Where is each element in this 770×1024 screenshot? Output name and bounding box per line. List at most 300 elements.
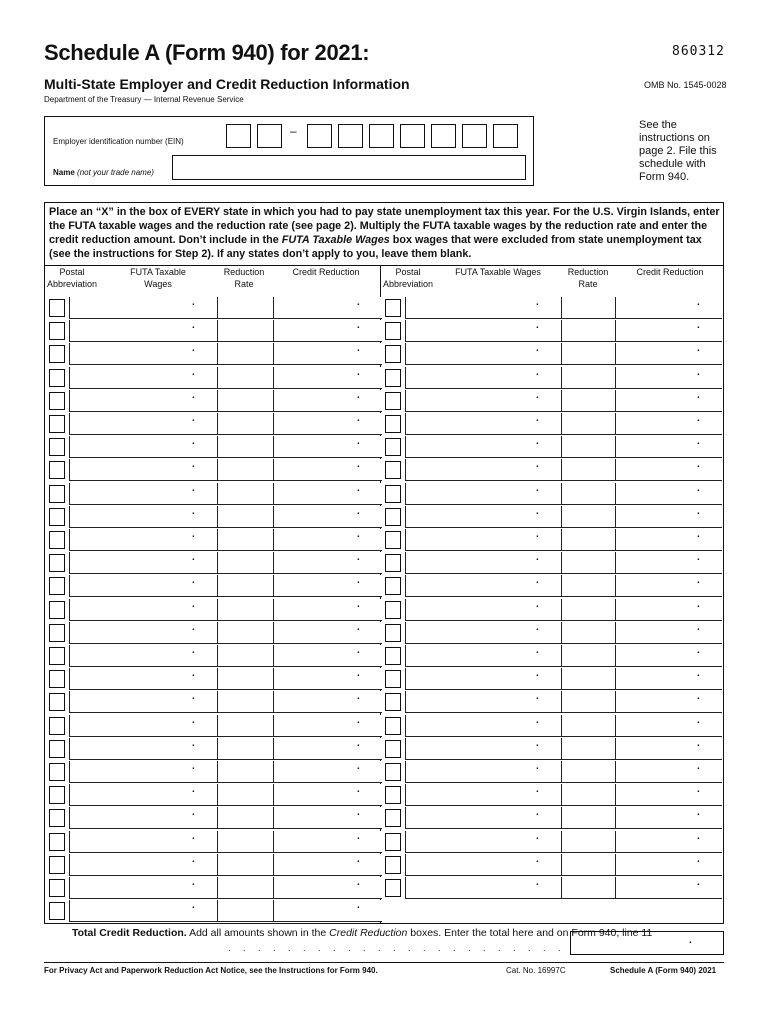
state-checkbox-nd[interactable]: [385, 322, 401, 340]
credit-reduction-field-ct[interactable]: [273, 436, 382, 458]
total-credit-reduction-field[interactable]: [570, 931, 724, 955]
header-rate-right: Reduction Rate: [567, 267, 609, 289]
reduction-rate-field-wi[interactable]: [561, 784, 615, 806]
state-checkbox-ny[interactable]: [385, 461, 401, 479]
state-checkbox-co[interactable]: [49, 415, 65, 433]
state-checkbox-vi[interactable]: [385, 879, 401, 897]
state-checkbox-ut[interactable]: [385, 693, 401, 711]
state-checkbox-nc[interactable]: [385, 299, 401, 317]
ein-digit-6[interactable]: [400, 124, 425, 148]
state-checkbox-tn[interactable]: [385, 647, 401, 665]
credit-reduction-field-ut[interactable]: [615, 691, 722, 713]
form-title: Schedule A (Form 940) for 2021:: [44, 40, 370, 65]
futa-wages-field-md[interactable]: [69, 761, 217, 783]
name-field[interactable]: [172, 155, 526, 180]
state-row-mi: [47, 806, 382, 829]
state-checkbox-ms[interactable]: [49, 879, 65, 897]
name-hint: (not your trade name): [77, 168, 154, 177]
reduction-rate-field-ky[interactable]: [217, 691, 273, 713]
reduction-rate-field-md[interactable]: [217, 761, 273, 783]
state-checkbox-wy[interactable]: [385, 833, 401, 851]
futa-wages-field-oh[interactable]: [405, 483, 561, 505]
decimal-point: .: [357, 714, 360, 726]
state-row-mo: [47, 853, 382, 876]
decimal-point: .: [697, 830, 700, 842]
reduction-rate-field-nd[interactable]: [561, 320, 615, 342]
department-label: Department of the Treasury — Internal Revenue Service: [44, 95, 244, 104]
reduction-rate-field-mt[interactable]: [217, 900, 273, 922]
state-row-pa: [383, 551, 722, 574]
credit-reduction-field-mi[interactable]: [273, 807, 382, 829]
state-checkbox-pr[interactable]: [385, 856, 401, 874]
decimal-point: .: [697, 529, 700, 540]
credit-reduction-field-fl[interactable]: [273, 506, 382, 528]
header-rate-left: Reduction Rate: [223, 267, 265, 289]
futa-wages-field-or[interactable]: [405, 529, 561, 551]
credit-reduction-field-nm[interactable]: [615, 413, 722, 435]
reduction-rate-field-wv[interactable]: [561, 807, 615, 829]
futa-wages-field-vt[interactable]: [405, 738, 561, 760]
credit-reduction-field-me[interactable]: [273, 784, 382, 806]
state-checkbox-az[interactable]: [49, 369, 65, 387]
ein-digit-7[interactable]: [431, 124, 456, 148]
state-row-vt: [383, 737, 722, 760]
credit-reduction-field-vt[interactable]: [615, 738, 722, 760]
reduction-rate-field-id[interactable]: [217, 599, 273, 621]
reduction-rate-field-in[interactable]: [217, 645, 273, 667]
reduction-rate-field-vi[interactable]: [561, 877, 615, 899]
futa-wages-field-wv[interactable]: [405, 807, 561, 829]
state-row-ca: [47, 389, 382, 412]
state-row-in: [47, 644, 382, 667]
decimal-point: .: [357, 366, 360, 378]
credit-reduction-field-ne[interactable]: [615, 343, 722, 365]
state-checkbox-sc[interactable]: [385, 601, 401, 619]
reduction-rate-field-oh[interactable]: [561, 483, 615, 505]
reduction-rate-field-ny[interactable]: [561, 459, 615, 481]
state-checkbox-ar[interactable]: [49, 345, 65, 363]
state-checkbox-mo[interactable]: [49, 856, 65, 874]
decimal-point: .: [536, 807, 539, 819]
futa-wages-field-tn[interactable]: [405, 645, 561, 667]
credit-reduction-field-ky[interactable]: [273, 691, 382, 713]
reduction-rate-field-dc[interactable]: [217, 459, 273, 481]
credit-reduction-field-de[interactable]: [273, 483, 382, 505]
decimal-point: .: [192, 830, 195, 842]
reduction-rate-field-ne[interactable]: [561, 343, 615, 365]
decimal-point: .: [357, 505, 360, 517]
reduction-rate-field-ar[interactable]: [217, 343, 273, 365]
state-checkbox-ky[interactable]: [49, 693, 65, 711]
futa-wages-field-hi[interactable]: [69, 552, 217, 574]
futa-wages-field-al[interactable]: [69, 320, 217, 342]
reduction-rate-field-al[interactable]: [217, 320, 273, 342]
credit-reduction-field-nh[interactable]: [615, 367, 722, 389]
futa-wages-field-ga[interactable]: [69, 529, 217, 551]
credit-reduction-field-co[interactable]: [273, 413, 382, 435]
credit-reduction-field-nv[interactable]: [615, 436, 722, 458]
state-row-sc: [383, 598, 722, 621]
credit-reduction-field-va[interactable]: [615, 715, 722, 737]
reduction-rate-field-ma[interactable]: [217, 738, 273, 760]
reduction-rate-field-nm[interactable]: [561, 413, 615, 435]
futa-wages-field-nc[interactable]: [405, 297, 561, 319]
total-leader-dots: . . . . . . . . . . . . . . . . . . . . . . .: [228, 943, 566, 953]
futa-wages-field-wa[interactable]: [405, 761, 561, 783]
reduction-rate-field-ga[interactable]: [217, 529, 273, 551]
ein-digit-8[interactable]: [462, 124, 487, 148]
ein-digit-2[interactable]: [257, 124, 282, 148]
futa-wages-field-nd[interactable]: [405, 320, 561, 342]
futa-wages-field-in[interactable]: [69, 645, 217, 667]
decimal-point: .: [536, 621, 539, 633]
state-checkbox-ok[interactable]: [385, 508, 401, 526]
reduction-rate-field-me[interactable]: [217, 784, 273, 806]
futa-wages-field-mn[interactable]: [69, 831, 217, 853]
credit-reduction-field-la[interactable]: [273, 715, 382, 737]
state-checkbox-fl[interactable]: [49, 508, 65, 526]
state-row-tn: [383, 644, 722, 667]
ein-digit-3[interactable]: [307, 124, 332, 148]
reduction-rate-field-pa[interactable]: [561, 552, 615, 574]
state-row-ri: [383, 574, 722, 597]
state-checkbox-ak[interactable]: [49, 299, 65, 317]
state-checkbox-ri[interactable]: [385, 577, 401, 595]
credit-reduction-field-wi[interactable]: [615, 784, 722, 806]
state-checkbox-nh[interactable]: [385, 369, 401, 387]
state-checkbox-ma[interactable]: [49, 740, 65, 758]
decimal-point: .: [192, 714, 195, 726]
credit-reduction-field-vi[interactable]: [615, 877, 722, 899]
futa-wages-field-id[interactable]: [69, 599, 217, 621]
reduction-rate-field-de[interactable]: [217, 483, 273, 505]
decimal-point: .: [357, 389, 360, 401]
state-checkbox-tx[interactable]: [385, 670, 401, 688]
state-row-ct: [47, 435, 382, 458]
state-checkbox-id[interactable]: [49, 601, 65, 619]
reduction-rate-field-mi[interactable]: [217, 807, 273, 829]
state-checkbox-va[interactable]: [385, 717, 401, 735]
decimal-point: .: [697, 691, 700, 703]
state-checkbox-de[interactable]: [49, 485, 65, 503]
reduction-rate-field-fl[interactable]: [217, 506, 273, 528]
futa-wages-field-pr[interactable]: [405, 854, 561, 876]
decimal-point: .: [192, 413, 195, 424]
state-checkbox-mn[interactable]: [49, 833, 65, 851]
state-checkbox-in[interactable]: [49, 647, 65, 665]
header-futa-right: FUTA Taxable Wages: [455, 267, 541, 277]
credit-reduction-field-or[interactable]: [615, 529, 722, 551]
decimal-point: .: [697, 737, 700, 749]
futa-wages-field-ca[interactable]: [69, 390, 217, 412]
decimal-point: .: [192, 598, 195, 610]
state-checkbox-nv[interactable]: [385, 438, 401, 456]
reduction-rate-field-ms[interactable]: [217, 877, 273, 899]
decimal-point: .: [697, 668, 700, 680]
futa-wages-field-sc[interactable]: [405, 599, 561, 621]
futa-wages-field-ks[interactable]: [69, 668, 217, 690]
decimal-point: .: [697, 343, 700, 355]
decimal-point: .: [536, 436, 539, 448]
futa-wages-field-co[interactable]: [69, 413, 217, 435]
state-row-az: [47, 366, 382, 389]
reduction-rate-field-sd[interactable]: [561, 622, 615, 644]
decimal-point: .: [536, 529, 539, 540]
reduction-rate-field-ct[interactable]: [217, 436, 273, 458]
futa-wages-field-ut[interactable]: [405, 691, 561, 713]
reduction-rate-field-va[interactable]: [561, 715, 615, 737]
decimal-point: .: [192, 320, 195, 332]
futa-wages-field-ct[interactable]: [69, 436, 217, 458]
state-checkbox-pa[interactable]: [385, 554, 401, 572]
credit-reduction-field-wa[interactable]: [615, 761, 722, 783]
reduction-rate-field-wa[interactable]: [561, 761, 615, 783]
credit-reduction-field-oh[interactable]: [615, 483, 722, 505]
credit-reduction-field-ks[interactable]: [273, 668, 382, 690]
reduction-rate-field-mo[interactable]: [217, 854, 273, 876]
credit-reduction-field-ar[interactable]: [273, 343, 382, 365]
credit-reduction-field-md[interactable]: [273, 761, 382, 783]
credit-reduction-field-ri[interactable]: [615, 575, 722, 597]
state-checkbox-mi[interactable]: [49, 809, 65, 827]
futa-wages-field-ma[interactable]: [69, 738, 217, 760]
state-checkbox-al[interactable]: [49, 322, 65, 340]
reduction-rate-field-ia[interactable]: [217, 575, 273, 597]
futa-wages-field-me[interactable]: [69, 784, 217, 806]
futa-wages-field-dc[interactable]: [69, 459, 217, 481]
reduction-rate-field-ri[interactable]: [561, 575, 615, 597]
credit-reduction-field-ia[interactable]: [273, 575, 382, 597]
credit-reduction-field-tn[interactable]: [615, 645, 722, 667]
ein-digit-4[interactable]: [338, 124, 363, 148]
state-checkbox-wv[interactable]: [385, 809, 401, 827]
decimal-point: .: [192, 436, 195, 448]
futa-wages-field-mo[interactable]: [69, 854, 217, 876]
reduction-rate-field-la[interactable]: [217, 715, 273, 737]
futa-wages-field-wi[interactable]: [405, 784, 561, 806]
credit-reduction-field-mo[interactable]: [273, 854, 382, 876]
futa-wages-field-tx[interactable]: [405, 668, 561, 690]
futa-wages-field-ok[interactable]: [405, 506, 561, 528]
decimal-point: .: [357, 877, 360, 888]
reduction-rate-field-hi[interactable]: [217, 552, 273, 574]
reduction-rate-field-ks[interactable]: [217, 668, 273, 690]
reduction-rate-field-co[interactable]: [217, 413, 273, 435]
instructions-text: Place an “X” in the box of EVERY state in which you had to pay state unemployment tax this year. For the U.S. Virgin Islands, enter the FUTA taxable wages and the reduction rate (see page 2). Multiply the FUTA taxable wages by the reduction rate and enter the credit reduction amount. Don’t include in the FUTA Taxable Wages box wages that were excluded from state unemployment tax (see the instructions for Step 2). If any states don’t apply to you, leave them blank.: [49, 206, 720, 260]
reduction-rate-field-mn[interactable]: [217, 831, 273, 853]
credit-reduction-field-wy[interactable]: [615, 831, 722, 853]
credit-reduction-field-nc[interactable]: [615, 297, 722, 319]
state-row-il: [47, 621, 382, 644]
reduction-rate-field-tn[interactable]: [561, 645, 615, 667]
futa-wages-field-nm[interactable]: [405, 413, 561, 435]
decimal-point: .: [697, 575, 700, 587]
decimal-point: .: [536, 877, 539, 888]
credit-reduction-field-ca[interactable]: [273, 390, 382, 412]
state-checkbox-wa[interactable]: [385, 763, 401, 781]
futa-wages-field-mi[interactable]: [69, 807, 217, 829]
state-row-or: [383, 528, 722, 551]
state-row-ia: [47, 574, 382, 597]
futa-wages-field-la[interactable]: [69, 715, 217, 737]
state-checkbox-oh[interactable]: [385, 485, 401, 503]
state-row-va: [383, 714, 722, 737]
credit-reduction-field-ak[interactable]: [273, 297, 382, 319]
state-checkbox-me[interactable]: [49, 786, 65, 804]
credit-reduction-field-ga[interactable]: [273, 529, 382, 551]
futa-wages-field-va[interactable]: [405, 715, 561, 737]
decimal-point: .: [357, 575, 360, 587]
futa-wages-field-ak[interactable]: [69, 297, 217, 319]
futa-wages-field-sd[interactable]: [405, 622, 561, 644]
reduction-rate-field-nh[interactable]: [561, 367, 615, 389]
credit-reduction-field-ma[interactable]: [273, 738, 382, 760]
decimal-point: .: [357, 853, 360, 865]
credit-reduction-field-ok[interactable]: [615, 506, 722, 528]
state-row-nd: [383, 319, 722, 342]
futa-wages-field-ne[interactable]: [405, 343, 561, 365]
futa-wages-field-ny[interactable]: [405, 459, 561, 481]
reduction-rate-field-nv[interactable]: [561, 436, 615, 458]
futa-wages-field-nh[interactable]: [405, 367, 561, 389]
decimal-point: .: [697, 598, 700, 610]
decimal-point: .: [192, 784, 195, 796]
state-checkbox-nm[interactable]: [385, 415, 401, 433]
header-futa-left: FUTA Taxable Wages: [130, 267, 186, 289]
reduction-rate-field-wy[interactable]: [561, 831, 615, 853]
state-checkbox-sd[interactable]: [385, 624, 401, 642]
decimal-point: .: [536, 668, 539, 680]
reduction-rate-field-vt[interactable]: [561, 738, 615, 760]
state-checkbox-nj[interactable]: [385, 392, 401, 410]
futa-wages-field-fl[interactable]: [69, 506, 217, 528]
state-checkbox-md[interactable]: [49, 763, 65, 781]
credit-reduction-field-id[interactable]: [273, 599, 382, 621]
decimal-point: .: [697, 320, 700, 332]
credit-reduction-field-mn[interactable]: [273, 831, 382, 853]
futa-wages-field-ri[interactable]: [405, 575, 561, 597]
credit-reduction-field-tx[interactable]: [615, 668, 722, 690]
state-checkbox-ks[interactable]: [49, 670, 65, 688]
futa-wages-field-il[interactable]: [69, 622, 217, 644]
state-row-wi: [383, 783, 722, 806]
credit-reduction-field-dc[interactable]: [273, 459, 382, 481]
state-checkbox-wi[interactable]: [385, 786, 401, 804]
reduction-rate-field-or[interactable]: [561, 529, 615, 551]
state-checkbox-ga[interactable]: [49, 531, 65, 549]
futa-wages-field-ia[interactable]: [69, 575, 217, 597]
see-instructions-note: See the instructions on page 2. File this schedule with Form 940.: [639, 119, 717, 183]
state-checkbox-ne[interactable]: [385, 345, 401, 363]
reduction-rate-field-ca[interactable]: [217, 390, 273, 412]
decimal-point: .: [357, 830, 360, 842]
futa-wages-field-ar[interactable]: [69, 343, 217, 365]
decimal-point: .: [192, 621, 195, 633]
state-checkbox-ca[interactable]: [49, 392, 65, 410]
credit-reduction-field-ms[interactable]: [273, 877, 382, 899]
credit-reduction-field-az[interactable]: [273, 367, 382, 389]
ein-digit-9[interactable]: [493, 124, 518, 148]
credit-reduction-field-nd[interactable]: [615, 320, 722, 342]
decimal-point: .: [192, 853, 195, 865]
decimal-point: .: [536, 389, 539, 401]
reduction-rate-field-il[interactable]: [217, 622, 273, 644]
state-row-al: [47, 319, 382, 342]
state-checkbox-mt[interactable]: [49, 902, 65, 920]
state-checkbox-ct[interactable]: [49, 438, 65, 456]
futa-wages-field-pa[interactable]: [405, 552, 561, 574]
reduction-rate-field-ak[interactable]: [217, 297, 273, 319]
reduction-rate-field-tx[interactable]: [561, 668, 615, 690]
decimal-point: .: [697, 807, 700, 819]
state-checkbox-il[interactable]: [49, 624, 65, 642]
state-row-ak: [47, 296, 382, 319]
reduction-rate-field-nc[interactable]: [561, 297, 615, 319]
state-checkbox-hi[interactable]: [49, 554, 65, 572]
futa-wages-field-ms[interactable]: [69, 877, 217, 899]
reduction-rate-field-pr[interactable]: [561, 854, 615, 876]
futa-wages-field-mt[interactable]: [69, 900, 217, 922]
decimal-point: .: [536, 366, 539, 378]
futa-wages-field-az[interactable]: [69, 367, 217, 389]
reduction-rate-field-ut[interactable]: [561, 691, 615, 713]
total-credit-reduction-label: Total Credit Reduction. Add all amounts shown in the Credit Reduction boxes. Enter the total here and on Form 940, line 11: [72, 927, 653, 939]
header-postal-left: Postal Abbreviation: [46, 267, 98, 289]
decimal-point: .: [697, 714, 700, 726]
state-row-nh: [383, 366, 722, 389]
state-row-vi: [383, 876, 722, 899]
credit-reduction-field-nj[interactable]: [615, 390, 722, 412]
decimal-point: .: [697, 853, 700, 865]
credit-reduction-field-sd[interactable]: [615, 622, 722, 644]
futa-wages-field-de[interactable]: [69, 483, 217, 505]
state-checkbox-vt[interactable]: [385, 740, 401, 758]
credit-reduction-field-pa[interactable]: [615, 552, 722, 574]
reduction-rate-field-az[interactable]: [217, 367, 273, 389]
state-row-wy: [383, 830, 722, 853]
futa-wages-field-wy[interactable]: [405, 831, 561, 853]
credit-reduction-field-pr[interactable]: [615, 854, 722, 876]
reduction-rate-field-sc[interactable]: [561, 599, 615, 621]
futa-wages-field-vi[interactable]: [405, 877, 561, 899]
state-checkbox-dc[interactable]: [49, 461, 65, 479]
credit-reduction-field-hi[interactable]: [273, 552, 382, 574]
futa-wages-field-nj[interactable]: [405, 390, 561, 412]
credit-reduction-field-il[interactable]: [273, 622, 382, 644]
form-subtitle: Multi-State Employer and Credit Reduction Information: [44, 76, 410, 92]
credit-reduction-field-al[interactable]: [273, 320, 382, 342]
state-checkbox-ia[interactable]: [49, 577, 65, 595]
credit-reduction-field-wv[interactable]: [615, 807, 722, 829]
ein-digit-1[interactable]: [226, 124, 251, 148]
futa-wages-field-nv[interactable]: [405, 436, 561, 458]
state-checkbox-or[interactable]: [385, 531, 401, 549]
credit-reduction-field-sc[interactable]: [615, 599, 722, 621]
credit-reduction-field-ny[interactable]: [615, 459, 722, 481]
credit-reduction-field-mt[interactable]: [273, 900, 382, 922]
decimal-point: .: [357, 413, 360, 424]
decimal-point: .: [192, 552, 195, 564]
state-row-ne: [383, 342, 722, 365]
reduction-rate-field-ok[interactable]: [561, 506, 615, 528]
state-row-tx: [383, 667, 722, 690]
ein-digit-5[interactable]: [369, 124, 394, 148]
futa-wages-field-ky[interactable]: [69, 691, 217, 713]
reduction-rate-field-nj[interactable]: [561, 390, 615, 412]
decimal-point: .: [697, 297, 700, 308]
credit-reduction-field-in[interactable]: [273, 645, 382, 667]
state-checkbox-la[interactable]: [49, 717, 65, 735]
